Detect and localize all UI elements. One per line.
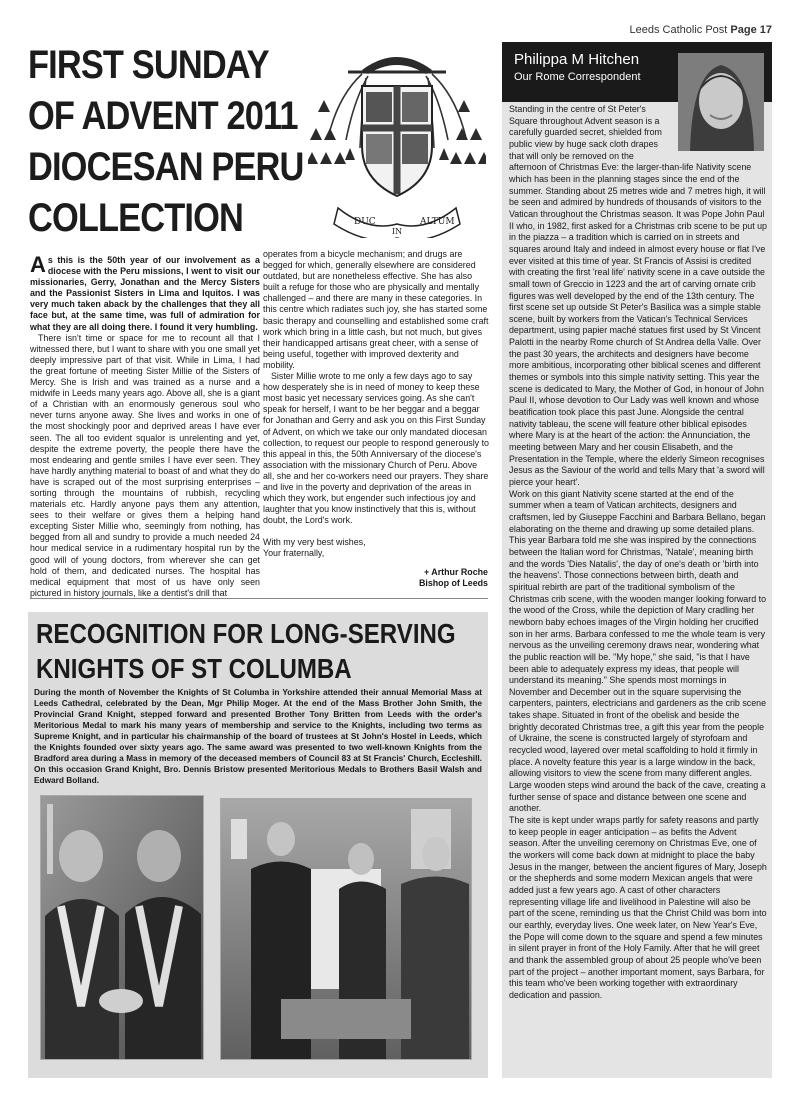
running-head xyxy=(630,24,773,36)
intro-line: Standing in the centre of St Peter's xyxy=(509,104,646,114)
author-role: Our Rome Correspondent xyxy=(514,71,641,83)
publication-name: Leeds Catholic Post xyxy=(629,24,728,36)
knights-text: During the month of November the Knights of St Columba in Yorkshire attended their annual Memorial Mass at Leeds Cathedral, celebrated by the Dean, Mgr Philip Moger. At the end of the Mass Brother John Smith, the Provincial Grand Knight, stepped forward and presented Brother Tony Britten from Leeds with the order's Meritorious Medal to mark his many years of membership and service to the Knights, including two terms as Supreme Knight, and in particular his chairmanship of the board of trustees at St John's Hostel in Leeds, which the Knights founded over sixty years ago. The same award was presented to two well-known Knights from the Bradford area during a Mass in memory of the deceased members of Council 83 at St Francis' Church, Eccleshill. On this occasion Grand Knight, Bro. Dennis Bristow presented Meritorious Medals to Brothers Basil Walsh and Edward Bolland. xyxy=(34,687,482,785)
headline-line: FIRST SUNDAY xyxy=(28,43,269,87)
closing-line: Your fraternally, xyxy=(263,548,325,559)
sidebar-paragraph: The site is kept under wraps partly for safety reasons and partly to keep people in eager anticipation – as befits the Advent season. After the unveiling ceremony on Christmas Eve, one of the workers will come back down at midnight to place the baby Jesus in the manger, between the ancient figures of Mary, Joseph or the shepherds and some modern Mexican angels that were added just a few years ago. A cast of other characters representing village life and livelihood in Palestine will also be part of the scene, reminding us that the Christ Child was born into our earthly, everyday lives. One week later, on New Year's Eve, the Pope will come down to the square and spend a few minutes in silent prayer in front of the Holy Family. After that he will greet and thank the assembled group of about 25 people who've been part of the project – another important moment, says Barbara, for this team who've been working together with extraordinary dedication and passion. xyxy=(509,815,767,1000)
sidebar-article xyxy=(509,104,767,1002)
signature-name: + Arthur Roche xyxy=(423,567,488,577)
motto-word: DUC xyxy=(354,217,376,227)
intro-line: Square throughout Advent season is a xyxy=(509,115,660,126)
intro-line: public view by huge sack cloth drapes xyxy=(509,138,658,149)
signature xyxy=(360,567,488,589)
photo-medal-handshake xyxy=(40,795,204,1060)
article-paragraph: operates from a bicycle mechanism; and drugs are begged for which, generally elsewhere are considered outdated, but are nonetheless effective. She has also built a refuge for those who are physically and mentally challenged – and there are many in these categories. In this centre which radiates such joy, she has started some basic therapy and counselling and established some craft work which bring in a little cash, but not much, but gives their handicapped artisans great cheer, with a sense of being useful, together with improved dexterity and mobility. xyxy=(263,249,489,370)
headline-line: COLLECTION xyxy=(28,196,243,240)
headline-line: DIOCESAN PERU xyxy=(28,145,304,189)
episcopal-crest xyxy=(308,48,486,238)
signature-title: Bishop of Leeds xyxy=(418,578,488,588)
drop-cap: A xyxy=(30,252,46,277)
article-column-2 xyxy=(263,249,489,560)
article-paragraph: Sister Millie wrote to me only a few days ago to say how desperately she is in need of money to keep these most basic yet necessary services going. As she can't speak for herself, I want to be her beggar and a beggar for Jonathan and Gerry and ask you on this First Sunday of Advent, on which we take our only mandated diocesan collection, to request our people to respond generously to this appeal in this, the 50th Anniversary of the diocese's association with the missionary Church of Peru. Above all, she and her co-workers need our prayers. They share and live in the poverty and deprivation of the areas in which they work, but engender such infectious joy and laughter that you know instinctively that this is, without doubt, the Lord's work. xyxy=(263,371,489,526)
motto-word: IN xyxy=(392,227,403,236)
knights-headline xyxy=(36,616,456,686)
motto-word: ALTUM xyxy=(420,217,455,227)
sidebar-paragraph: afternoon of Christmas Eve: the larger-than-life Nativity scene which has been in the planning stages since the end of the summer. Standing about 25 metres wide and 7 metres high, it will be seen and admired by hundreds of thousands of visitors to the Vatican throughout the Christmas season. It was Pope John Paul II who, in 1982, first asked for a Christmas crib scene to be put up in the piazza – a tradition which is carried on in streets and squares around Italy and indeed in almost every house or flat I've ever visited at this time of year. St Francis of Assisi is credited with creating the first 'real life' nativity scene in a cave outside the small town of Greccio in 1223 and the art of carving ornate crib figures was well developed by the end of the 13th century. The first scene set up outside St Peter's Basilica was a simple stable scene, built by workers from the Vatican's Technical Services department, using papier maché statues first used by St Vincent Palotti in the nearby Rome church of St Andrea della Valle. Over the past 30 years, the architects and designers have become more ambitious, incorporating other biblical scenes and different themes or symbols into this simple nativity setting. This year the scene is dedicated to Mary, the Mother of God, in honour of John Paul II, whose devotion to Our Lady was well known and whose beatification took place this past June. Alongside the central nativity tableau, the scene will feature other biblical episodes where Mary is at the heart of the action: the Annunciation, the meeting between Mary and her cousin Elisabeth, and the Presentation in the Temple, where the elderly Simeon recognises Jesus as the Saviour of the world and tells Mary that 'a sword will pierce your heart'. xyxy=(509,162,767,487)
main-headline xyxy=(28,40,304,244)
headline-line: KNIGHTS OF ST COLUMBA xyxy=(36,653,352,684)
article-column-1 xyxy=(30,252,260,599)
headline-line: RECOGNITION FOR LONG-SERVING xyxy=(36,618,456,649)
sidebar-paragraph: Work on this giant Nativity scene started at the end of the summer when a team of Vatican architects, designers and craftsmen, led by Giuseppe Facchini and Barbara Bellano, began elaborating on the theme and drawing up some detailed plans. This year Barbara told me she was inspired by the connections between the Italian word for Christmas, 'Natale', meaning birth and the words 'Dies Natalis', the day of one's death or 'birth into the heavens'. Those connections between birth, death and spiritual rebirth are part of the traditional symbolism of the Christmas crib scene, with the wooden manger looking forward to the wood of the Cross, while the depiction of Mary cradling her newborn baby echoes images of the Virgin holding her crucified son in her arms. Barbara confessed to me the whole team is very nervous as the unveiling ceremony draws near, wondering what the public reaction will be. "My hope," she said, "is that I have been able to adequately express my ideas, that people will understand its meaning." She spends most mornings in November and December out in the square supervising the carpenters, painters, electricians and gardeners as the crib scene takes shape. Situated in front of the obelisk and beside the brightly decorated Christmas tree, a gift this year from the people of Ukraine, the scene is constructed largely of styrofoam and recycled wood, layered over metal scaffolding to hold it firmly in place. A novelty feature this year is a large window in the back, allowing visitors to view the scene from many different angles. Large wooden steps wind around the back of the cave, creating a further sense of space and distance between one scene and another. xyxy=(509,488,767,814)
photo-award-presentation xyxy=(220,798,472,1060)
page-number: Page 17 xyxy=(730,24,772,36)
author-name: Philippa M Hitchen xyxy=(514,51,640,68)
section-divider xyxy=(30,598,488,599)
intro-line: carefully guarded secret, shielded from xyxy=(509,127,662,138)
article-lead: s this is the 50th year of our involvement as a diocese with the Peru missions, I went to visit our missionaries, Gerry, Jonathan and the Mercy Sisters and the Passionist Sisters in Lima and Iquitos. I was very much taken aback by the challenges that they all face but, at the same time, was full of admiration for what they are all doing there. I found it very humbling. xyxy=(30,255,260,332)
intro-line: that will only be removed on the xyxy=(509,150,634,161)
headline-line: OF ADVENT 2011 xyxy=(28,94,298,138)
article-paragraph: There isn't time or space for me to recount all that I witnessed there, but I want to share with you one small yet deeply impressive part of that visit. While in Lima, I had the great fortune of meeting Sister Millie of the Sisters of Mercy. She is Irish and was trained as a nurse and a midwife in Leeds many years ago. Above all, she is a giant of a Christian with an enormously generous soul who never turns anyone away. She lives and works in one of the most shockingly poor and deprived areas I have ever seen. The all too evident squalor is unrelenting and yet, despite the extreme poverty, the people there have the most endearing and gentle smiles I have ever seen. They have hardly anything material to boast of and what they do have is scraped out of the most surprising enterprises – sorting through the mountains of rubbish, recycling materials etc. Hardly anyone pays them any attention, sees to their welfare or gives them a helping hand excepting Sister Millie who, seemingly from nothing, has begged from all and sundry to provide a much needed 24 hour medical service in a rudimentary hospital run by the good will of young doctors, from wherever she can get hold of them, and dedicated nurses. The hospital has medical equipment that most of us have only seen pictured in history journals, like a dentist's drill that xyxy=(30,332,260,598)
closing-line: With my very best wishes, xyxy=(263,537,366,548)
